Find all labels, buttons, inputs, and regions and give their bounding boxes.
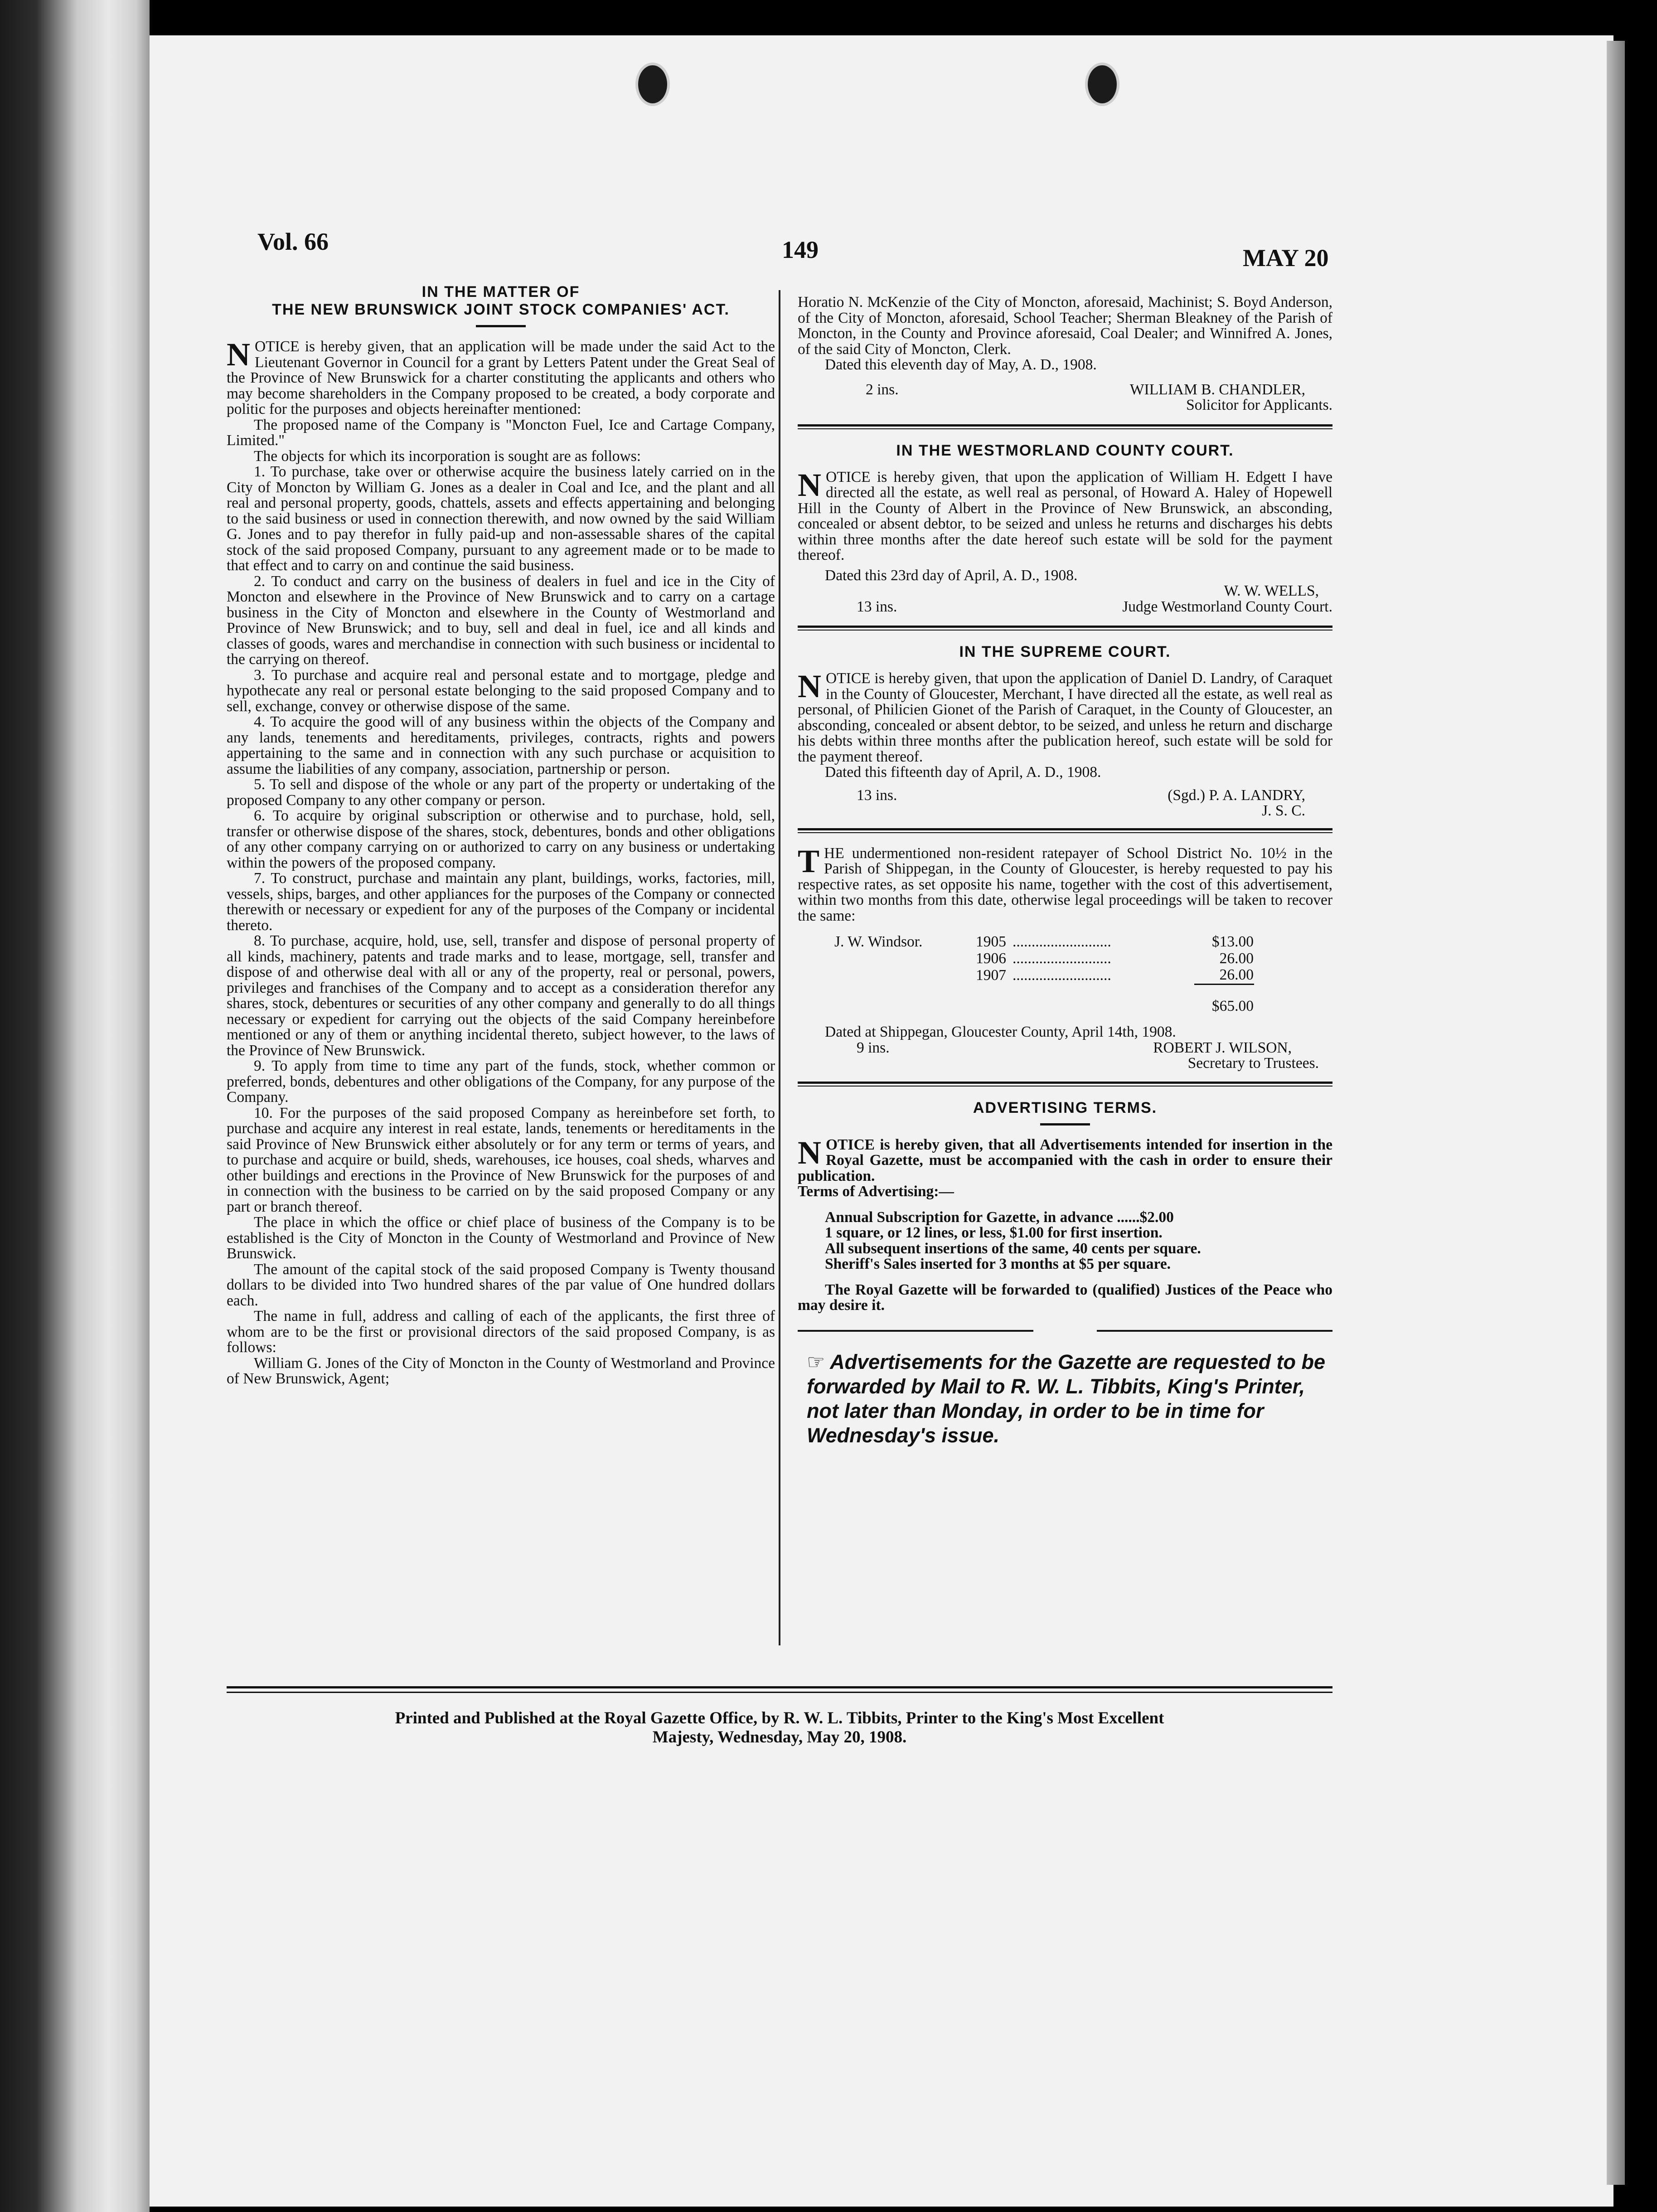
- page-edge: [1607, 41, 1625, 2185]
- insertions-count: 9 ins.: [857, 1039, 890, 1056]
- drop-cap: N: [227, 336, 250, 373]
- section-rule: [798, 1086, 1332, 1087]
- paragraph: The proposed name of the Company is "Moncton Fuel, Ice and Cartage Company, Limited.": [227, 416, 775, 449]
- drop-cap: N: [798, 466, 821, 503]
- divider-pair: [798, 1330, 1332, 1332]
- paragraph: 7. To construct, purchase and maintain any plant, buildings, works, factories, mill, vessels, ships, barges, and other appliances for the purposes of the Company or connected therewith or necessary or expedient for any of the purposes of the Company or incidental thereto.: [227, 870, 775, 934]
- paragraph: 8. To purchase, acquire, hold, use, sell, transfer and dispose of personal property of all kinds, machinery, patents and trade marks and to lease, mortgage, sell, transfer and dispose of and otherwise deal with all or any of the property, real or personal, powers, privileges and franchises of the Company and to accept as a consideration therefor any shares, stock, debentures or securities of any other company and generally to do all things necessary or expedient for carrying out the objects of the said Company hereinbefore mentioned or any of them or anything incidental thereto, subject however, to the laws of the Province of New Brunswick.: [227, 932, 775, 1059]
- dated-line: Dated this eleventh day of May, A. D., 1908.: [825, 356, 1097, 373]
- section-rule: [798, 424, 1332, 427]
- signer-title: Secretary to Trustees.: [1187, 1055, 1319, 1072]
- paragraph: The place in which the office or chief place of business of the Company is to be established is the City of Moncton in the County of Westmorland and Province of New Brunswick.: [227, 1214, 775, 1262]
- issue-date: MAY 20: [1243, 244, 1329, 272]
- westmorland-title: IN THE WESTMORLAND COUNTY COURT.: [896, 441, 1234, 459]
- paragraph: 5. To sell and dispose of the whole or any part of the property or undertaking of the proposed Company to any other company or person.: [227, 776, 775, 809]
- page-number: 149: [782, 236, 819, 263]
- drop-cap: N: [798, 1134, 821, 1171]
- paragraph: The amount of the capital stock of the said proposed Company is Twenty thousand dollars to be divided into Two hundred shares of the par value of One hundred dollars each.: [227, 1261, 775, 1309]
- volume-label: Vol. 66: [257, 228, 329, 255]
- imprint-line: Majesty, Wednesday, May 20, 1908.: [652, 1728, 907, 1746]
- school-rates-notice: [798, 843, 1332, 1072]
- paragraph: 4. To acquire the good will of any business within the objects of the Company and any lands, tenements and hereditaments, privileges, contracts, rights and powers appertaining to the same and in connection with any such purchase or acquisition to assume the liabilities of any company, association, partnership or person.: [227, 713, 775, 777]
- paragraph: OTICE is hereby given, that upon the application of Daniel D. Landry, of Caraquet in the County of Gloucester, Merchant, I have directed all the estate, as well real as personal, of Philicien Gionet of the Parish of Caraquet, in the County of Gloucester, an absconding, concealed or absent debtor, to be seized, and unless he return and discharge his debts within three months after the publication hereof, such estate will be sold for the payment thereof.: [798, 670, 1332, 765]
- ratepayer-name: J. W. Windsor.: [834, 933, 923, 950]
- supreme-court-title: IN THE SUPREME COURT.: [959, 643, 1171, 660]
- imprint-line: Printed and Published at the Royal Gazette Office, by R. W. L. Tibbits, Printer to the King's Most Excellent: [395, 1709, 1164, 1727]
- rate-year: 1907: [976, 966, 1006, 984]
- section-rule: [798, 630, 1332, 631]
- footer-rule: [227, 1692, 1332, 1693]
- left-column: [227, 283, 775, 1387]
- terms-heading: Terms of Advertising:—: [798, 1183, 954, 1200]
- continued-applicants: [798, 295, 1332, 413]
- rate-amount: 26.00: [1219, 950, 1254, 967]
- signer-name: WILLIAM B. CHANDLER,: [1129, 381, 1305, 398]
- rate-amount: 26.00: [1194, 967, 1254, 984]
- signer-name: ROBERT J. WILSON,: [1153, 1039, 1292, 1056]
- paragraph: The name in full, address and calling of each of the applicants, the first three of whom are to be the first or provisional directors of the said proposed Company, is as follows:: [227, 1308, 775, 1356]
- paragraph: William G. Jones of the City of Moncton in the County of Westmorland and Province of New Brunswick, Agent;: [227, 1354, 775, 1387]
- right-column: [798, 295, 1332, 1448]
- supreme-court-notice: [798, 668, 1332, 819]
- footer-rule: [227, 1686, 1332, 1688]
- insertions-count: 13 ins.: [857, 598, 897, 615]
- term-line: Sheriff's Sales inserted for 3 months at $5 per square.: [825, 1256, 1171, 1272]
- paragraph: OTICE is hereby given, that upon the application of William H. Edgett I have directed all the estate, as well real as personal, of Howard A. Haley of Hopewell Hill in the County of Albert in the Province of New Brunswick, an absconding, concealed or absent debtor, to be seized and unless he returns and discharges his debts within three months after the date hereof such estate will be sold for the payment thereof.: [798, 468, 1332, 563]
- signer-title: Solicitor for Applicants.: [1186, 397, 1332, 413]
- rate-total: $65.00: [1211, 997, 1254, 1014]
- signer-name: (Sgd.) P. A. LANDRY,: [1168, 786, 1305, 804]
- signer-title: Judge Westmorland County Court.: [1122, 598, 1332, 615]
- column-divider: [779, 290, 780, 1645]
- westmorland-notice: [798, 466, 1332, 615]
- rates-table: [834, 934, 1254, 1014]
- dated-line: Dated this fifteenth day of April, A. D., 1908.: [825, 764, 1101, 781]
- insertions-count: 13 ins.: [857, 786, 897, 804]
- term-line: 1 square, or 12 lines, or less, $1.00 for first insertion.: [825, 1224, 1163, 1241]
- companies-act-title-line2: THE NEW BRUNSWICK JOINT STOCK COMPANIES' ACT.: [272, 301, 730, 318]
- paragraph: 2. To conduct and carry on the business of dealers in fuel and ice in the City of Moncton and elsewhere in the Province of New Brunswick and to carry on a cartage business in the City of Moncton and elsewhere in the County of Westmorland and Province of New Brunswick; and to buy, sell and deal in fuel, ice and all kinds and classes of goods, wares and merchandise in connection with such business or incidental to the carrying on thereof.: [227, 572, 775, 668]
- companies-act-title-line1: IN THE MATTER OF: [422, 283, 580, 301]
- paragraph: Horatio N. McKenzie of the City of Moncton, aforesaid, Machinist; S. Boyd Anderson, of the City of Moncton, aforesaid, School Teacher; Sherman Bleakney of the Parish of Moncton, in the County and Province aforesaid, Coal Dealer; and Winnifred A. Jones, of the said City of Moncton, Clerk.: [798, 294, 1332, 358]
- title-divider: [476, 325, 526, 327]
- term-line: Annual Subscription for Gazette, in advance ......$2.00: [825, 1208, 1174, 1226]
- paragraph: HE undermentioned non-resident ratepayer of School District No. 10½ in the Parish of Shippegan, in the County of Gloucester, is hereby requested to pay his respective rates, as set opposite his name, together with the cost of this advertisement, within two months from this date, otherwise legal proceedings will be taken to recover the same:: [798, 844, 1332, 924]
- section-rule: [798, 828, 1332, 830]
- companies-act-notice: [227, 336, 775, 1387]
- section-rule: [798, 1082, 1332, 1084]
- punch-hole: [635, 63, 670, 106]
- drop-cap: T: [798, 843, 820, 879]
- section-rule: [1097, 1330, 1332, 1332]
- dated-line: Dated at Shippegan, Gloucester County, April 14th, 1908.: [825, 1024, 1176, 1040]
- paragraph: 10. For the purposes of the said proposed Company as hereinbefore set forth, to purchase and acquire any interest in real estate, lands, tenements or hereditaments in the said Province of New Brunswick either absolutely or for any term or terms of years, and to purchase and acquire or build, sheds, warehouses, ice houses, coal sheds, wharves and other buildings and erections in the Province of New Brunswick for the purposes of and in connection with the business to be carried on by the said proposed Company or any part or branch thereof.: [227, 1104, 775, 1215]
- paragraph: 1. To purchase, take over or otherwise acquire the business lately carried on in the City of Moncton by William G. Jones as a dealer in Coal and Ice, and the plant and all real and personal property, goods, chattels, assets and effects appertaining and belonging to the said business or used in connection therewith, and now owned by the said William G. Jones and to pay therefor in fully paid-up and non-assessable shares of the capital stock of the said proposed Company, pursuant to any agreement made or to be made to that effect and to carry on and continue the said business.: [227, 463, 775, 574]
- table-row: [834, 934, 1254, 951]
- paragraph: 3. To purchase and acquire real and personal estate and to mortgage, pledge and hypothecate any real or personal estate belonging to the said proposed Company and to sell, exchange, convey or otherwise dispose of the same.: [227, 666, 775, 715]
- advertising-terms-notice: [798, 1134, 1332, 1314]
- section-rule: [798, 626, 1332, 628]
- rate-year: 1905: [976, 933, 1006, 950]
- paragraph: OTICE is hereby given, that an application will be made under the said Act to the Lieutenant Governor in Council for a grant by Letters Patent under the Great Seal of the Province of New Brunswick for a charter constituting the applicants and others who may become shareholders in the Company proposed to be created, a body corporate and politic for the purposes and objects hereinafter mentioned:: [227, 338, 775, 417]
- dated-line: Dated this 23rd day of April, A. D., 1908.: [825, 567, 1078, 584]
- dot-leader: ..........................: [1013, 950, 1111, 967]
- dot-leader: ..........................: [1013, 966, 1111, 984]
- table-row: [834, 951, 1254, 967]
- paragraph: The objects for which its incorporation is sought are as follows:: [254, 447, 641, 465]
- dot-leader: ..........................: [1013, 933, 1111, 950]
- paragraph: 6. To acquire by original subscription or otherwise and to purchase, hold, sell, transfer or otherwise dispose of the shares, stock, debentures, bonds and other obligations of any other company carrying on or authorized to carry on any business or undertaking within the powers of the proposed company.: [227, 807, 775, 871]
- paragraph: OTICE is hereby given, that all Advertisements intended for insertion in the Royal Gazette, must be accompanied with the cash in order to ensure their publication.: [798, 1136, 1332, 1184]
- term-line: All subsequent insertions of the same, 40 cents per square.: [825, 1240, 1201, 1257]
- signer-name: W. W. WELLS,: [1224, 582, 1319, 599]
- section-rule: [798, 428, 1332, 429]
- rate-year: 1906: [976, 950, 1006, 967]
- section-rule: [798, 1330, 1033, 1332]
- rate-amount: $13.00: [1211, 933, 1254, 950]
- table-row: [834, 967, 1254, 984]
- title-divider: [1040, 1123, 1090, 1125]
- drop-cap: N: [798, 668, 821, 704]
- section-rule: [798, 832, 1332, 833]
- forward-note: The Royal Gazette will be forwarded to (qualified) Justices of the Peace who may desire it.: [798, 1281, 1332, 1314]
- signer-title: J. S. C.: [1262, 802, 1305, 819]
- printer-imprint: [227, 1709, 1332, 1747]
- book-binding: [0, 0, 150, 2212]
- mailing-instructions: ☞ Advertisements for the Gazette are requested to be forwarded by Mail to R. W. L. Tibbits, King's Printer, not later than Monday, in order to be in time for Wednesday's issue.: [807, 1350, 1325, 1447]
- table-row: [834, 984, 1254, 1014]
- paragraph: 9. To apply from time to time any part of the funds, stock, whether common or preferred, bonds, debentures and other obligations of the Company, for any purpose of the Company.: [227, 1057, 775, 1106]
- punch-hole: [1085, 63, 1119, 106]
- insertions-count: 2 ins.: [866, 381, 899, 398]
- advertising-terms-title: ADVERTISING TERMS.: [973, 1099, 1158, 1116]
